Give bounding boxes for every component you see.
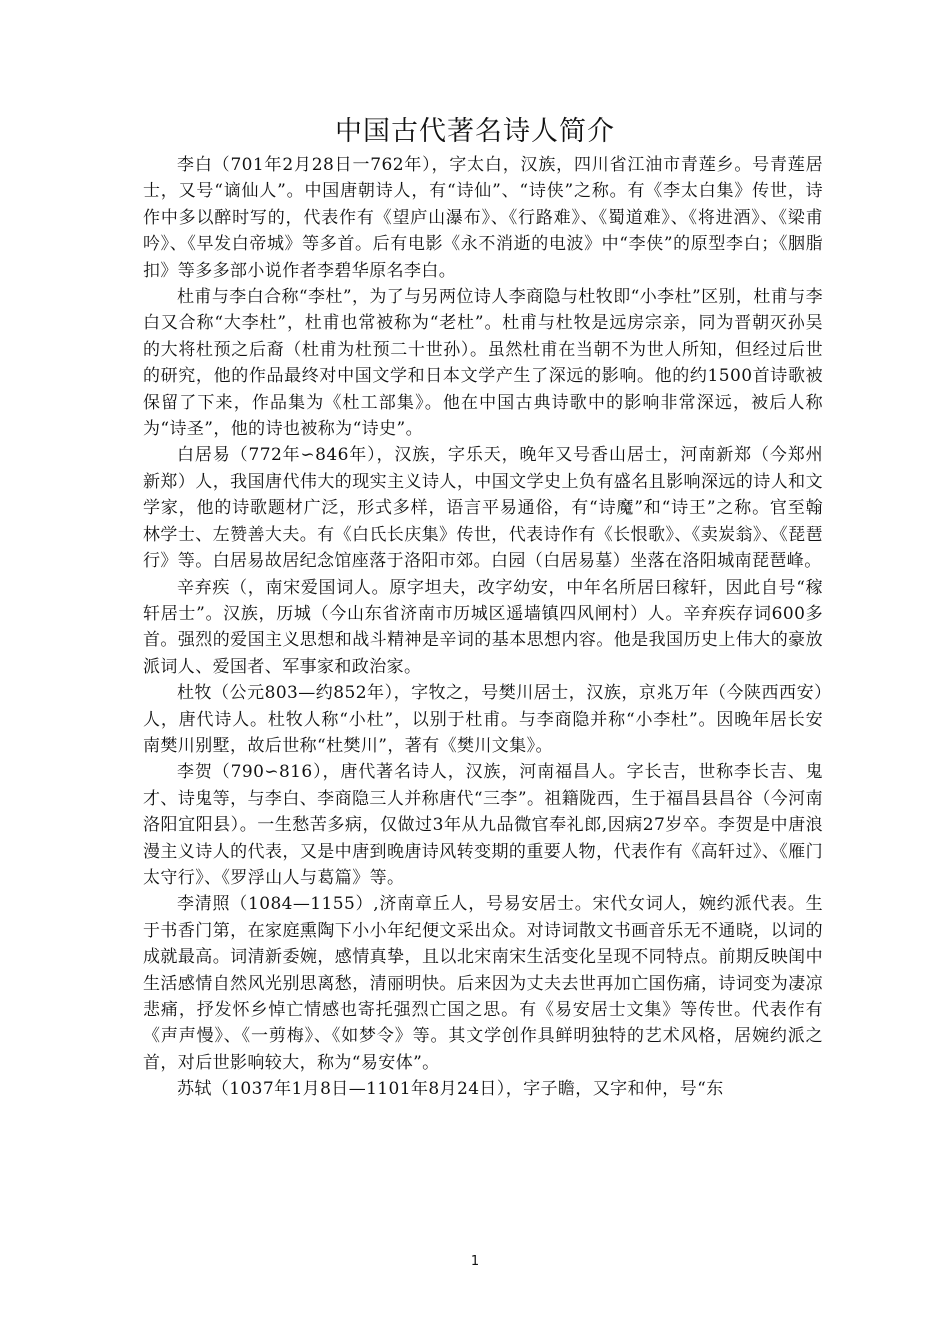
paragraph-xin-qiji: 辛弃疾（，南宋爱国词人。原字坦夫，改字幼安，中年名所居曰稼轩，因此自号“稼轩居士”。汉族，历城（今山东省济南市历城区遥墙镇四风闸村）人。辛弃疾存词600多首。强烈的爱国主义思想和战斗精神是辛词的基本思想内容。他是我国历史上伟大的豪放派词人、爱国者、军事家和政治家。 [143,577,823,677]
paragraph-du-fu: 杜甫与李白合称“李杜”，为了与另两位诗人李商隐与杜牧即“小李杜”区别，杜甫与李白又合称“大李杜”，杜甫也常被称为“老杜”。杜甫与杜牧是远房宗亲，同为晋朝灭孙吴的大将杜预之后裔（杜甫为杜预二十世孙）。虽然杜甫在当朝不为世人所知，但经过后世的研究，他的作品最终对中国文学和日本文学产生了深远的影响。他的约1500首诗歌被保留了下来，作品集为《杜工部集》。他在中国古典诗歌中的影响非常深远，被后人称为“诗圣”，他的诗也被称为“诗史”。 [143,287,823,440]
paragraph-du-mu: 杜牧（公元803—约852年），字牧之，号樊川居士，汉族，京兆万年（今陕西西安）人，唐代诗人。杜牧人称“小杜”，以别于杜甫。与李商隐并称“小李杜”。因晚年居长安南樊川别墅，故后世称“杜樊川”，著有《樊川文集》。 [143,683,823,756]
page-number: 1 [470,1254,480,1269]
paragraph-li-bai: 李白（701年2月28日一762年），字太白，汉族，四川省江油市青莲乡。号青莲居士，又号“谪仙人”。中国唐朝诗人，有“诗仙”、“诗侠”之称。有《李太白集》传世，诗作中多以醉时写的，代表作有《望庐山瀑布》、《行路难》、《蜀道难》、《将进酒》、《梁甫吟》、《早发白帝城》等多首。后有电影《永不消逝的电波》中“李侠”的原型李白；《胭脂扣》等多多部小说作者李碧华原名李白。 [143,155,823,281]
paragraph-li-he: 李贺（790∽816），唐代著名诗人，汉族，河南福昌人。字长吉，世称李长吉、鬼才、诗鬼等，与李白、李商隐三人并称唐代“三李”。祖籍陇西，生于福昌县昌谷（今河南洛阳宜阳县）。一生愁苦多病，仅做过3年从九品微官奉礼郎,因病27岁卒。李贺是中唐浪漫主义诗人的代表，又是中唐到晚唐诗风转变期的重要人物，代表作有《高轩过》、《雁门太守行》、《罗浮山人与葛篇》等。 [143,762,823,888]
paragraph-li-qingzhao: 李清照（1084—1155）,济南章丘人，号易安居士。宋代女词人，婉约派代表。生于书香门第，在家庭熏陶下小小年纪便文采出众。对诗词散文书画音乐无不通晓，以词的成就最高。词清新委婉，感情真挚，且以北宋南宋生活变化呈现不同特点。前期反映闺中生活感情自然风光别思离愁，清丽明快。后来因为丈夫去世再加亡国伤痛，诗词变为凄凉悲痛，抒发怀乡悼亡情感也寄托强烈亡国之思。有《易安居士文集》等传世。代表作有《声声慢》、《一剪梅》、《如梦令》等。其文学创作具鲜明独特的艺术风格，居婉约派之首，对后世影响较大，称为“易安体”。 [143,894,823,1073]
page-title: 中国古代著名诗人简介 [335,116,615,147]
article-body [143,152,823,1103]
paragraph-su-shi: 苏轼（1037年1月8日—1101年8月24日），字子瞻，又字和仲，号“东 [177,1079,724,1100]
paragraph-bai-juyi: 白居易（772年∽846年），汉族，字乐天，晚年又号香山居士，河南新郑（今郑州新郑）人，我国唐代伟大的现实主义诗人，中国文学史上负有盛名且影响深远的诗人和文学家，他的诗歌题材广泛，形式多样，语言平易通俗，有“诗魔”和“诗王”之称。官至翰林学士、左赞善大夫。有《白氏长庆集》传世，代表诗作有《长恨歌》、《卖炭翁》、《琵琶行》等。白居易故居纪念馆座落于洛阳市郊。白园（白居易墓）坐落在洛阳城南琵琶峰。 [143,445,823,572]
